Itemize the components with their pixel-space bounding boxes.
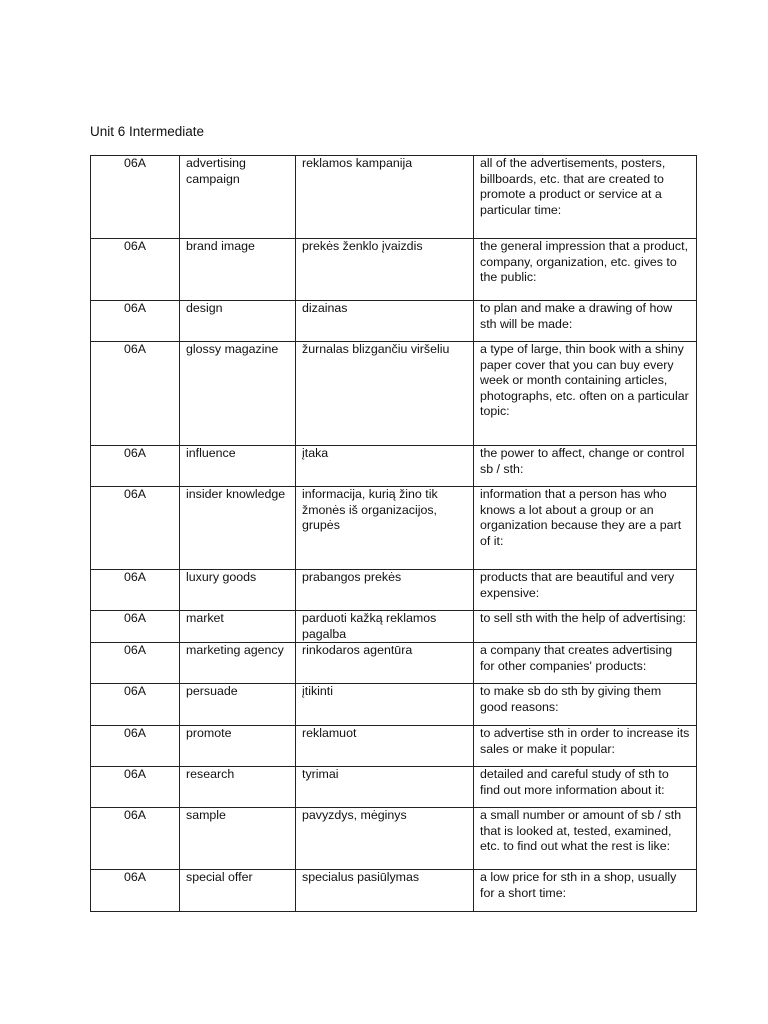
definition-cell: to make sb do sth by giving them good reasons:: [474, 684, 697, 726]
unit-code-cell: 06A: [91, 570, 180, 611]
definition-cell: a company that creates advertising for other companies' products:: [474, 643, 697, 684]
term-cell: sample: [180, 808, 296, 870]
unit-code-cell: 06A: [91, 684, 180, 726]
table-row: [91, 239, 697, 301]
definition-cell: products that are beautiful and very expensive:: [474, 570, 697, 611]
term-cell: marketing agency: [180, 643, 296, 684]
definition-cell: a small number or amount of sb / sth that is looked at, tested, examined, etc. to find out what the rest is like:: [474, 808, 697, 870]
definition-cell: detailed and careful study of sth to find out more information about it:: [474, 767, 697, 808]
table-row: [91, 342, 697, 446]
translation-cell: reklamos kampanija: [296, 156, 474, 239]
translation-cell: žurnalas blizgančiu viršeliu: [296, 342, 474, 446]
table-row: [91, 611, 697, 643]
translation-cell: prabangos prekės: [296, 570, 474, 611]
term-cell: special offer: [180, 870, 296, 912]
translation-cell: rinkodaros agentūra: [296, 643, 474, 684]
term-cell: luxury goods: [180, 570, 296, 611]
translation-cell: tyrimai: [296, 767, 474, 808]
unit-code-cell: 06A: [91, 239, 180, 301]
translation-cell: parduoti kažką reklamos pagalba: [296, 611, 474, 643]
translation-cell: dizainas: [296, 301, 474, 342]
translation-cell: įtaka: [296, 446, 474, 487]
definition-cell: to plan and make a drawing of how sth will be made:: [474, 301, 697, 342]
table-row: [91, 767, 697, 808]
table-row: [91, 156, 697, 239]
term-cell: promote: [180, 726, 296, 767]
definition-cell: a type of large, thin book with a shiny paper cover that you can buy every week or month containing articles, photographs, etc. often on a particular topic:: [474, 342, 697, 446]
table-row: [91, 684, 697, 726]
unit-code-cell: 06A: [91, 487, 180, 570]
translation-cell: pavyzdys, mėginys: [296, 808, 474, 870]
translation-cell: įtikinti: [296, 684, 474, 726]
translation-cell: specialus pasiūlymas: [296, 870, 474, 912]
definition-cell: to advertise sth in order to increase its sales or make it popular:: [474, 726, 697, 767]
translation-cell: prekės ženklo įvaizdis: [296, 239, 474, 301]
term-cell: research: [180, 767, 296, 808]
unit-code-cell: 06A: [91, 870, 180, 912]
definition-cell: all of the advertisements, posters, billboards, etc. that are created to promote a product or service at a particular time:: [474, 156, 697, 239]
definition-cell: the general impression that a product, company, organization, etc. gives to the public:: [474, 239, 697, 301]
term-cell: glossy magazine: [180, 342, 296, 446]
table-row: [91, 808, 697, 870]
page-title: Unit 6 Intermediate: [90, 124, 205, 139]
definition-cell: information that a person has who knows a lot about a group or an organization because they are a part of it:: [474, 487, 697, 570]
translation-cell: informacija, kurią žino tik žmonės iš organizacijos, grupės: [296, 487, 474, 570]
unit-code-cell: 06A: [91, 726, 180, 767]
term-cell: persuade: [180, 684, 296, 726]
term-cell: design: [180, 301, 296, 342]
definition-cell: to sell sth with the help of advertising:: [474, 611, 697, 643]
unit-code-cell: 06A: [91, 808, 180, 870]
term-cell: insider knowledge: [180, 487, 296, 570]
table-row: [91, 487, 697, 570]
unit-code-cell: 06A: [91, 446, 180, 487]
table-row: [91, 446, 697, 487]
table-row: [91, 643, 697, 684]
unit-code-cell: 06A: [91, 156, 180, 239]
unit-code-cell: 06A: [91, 611, 180, 643]
unit-code-cell: 06A: [91, 301, 180, 342]
term-cell: influence: [180, 446, 296, 487]
term-cell: brand image: [180, 239, 296, 301]
table-row: [91, 301, 697, 342]
unit-code-cell: 06A: [91, 342, 180, 446]
vocabulary-table: [90, 155, 697, 912]
translation-cell: reklamuot: [296, 726, 474, 767]
definition-cell: the power to affect, change or control sb / sth:: [474, 446, 697, 487]
unit-code-cell: 06A: [91, 767, 180, 808]
unit-code-cell: 06A: [91, 643, 180, 684]
term-cell: market: [180, 611, 296, 643]
table-row: [91, 870, 697, 912]
table-row: [91, 570, 697, 611]
term-cell: advertising campaign: [180, 156, 296, 239]
definition-cell: a low price for sth in a shop, usually for a short time:: [474, 870, 697, 912]
table-row: [91, 726, 697, 767]
